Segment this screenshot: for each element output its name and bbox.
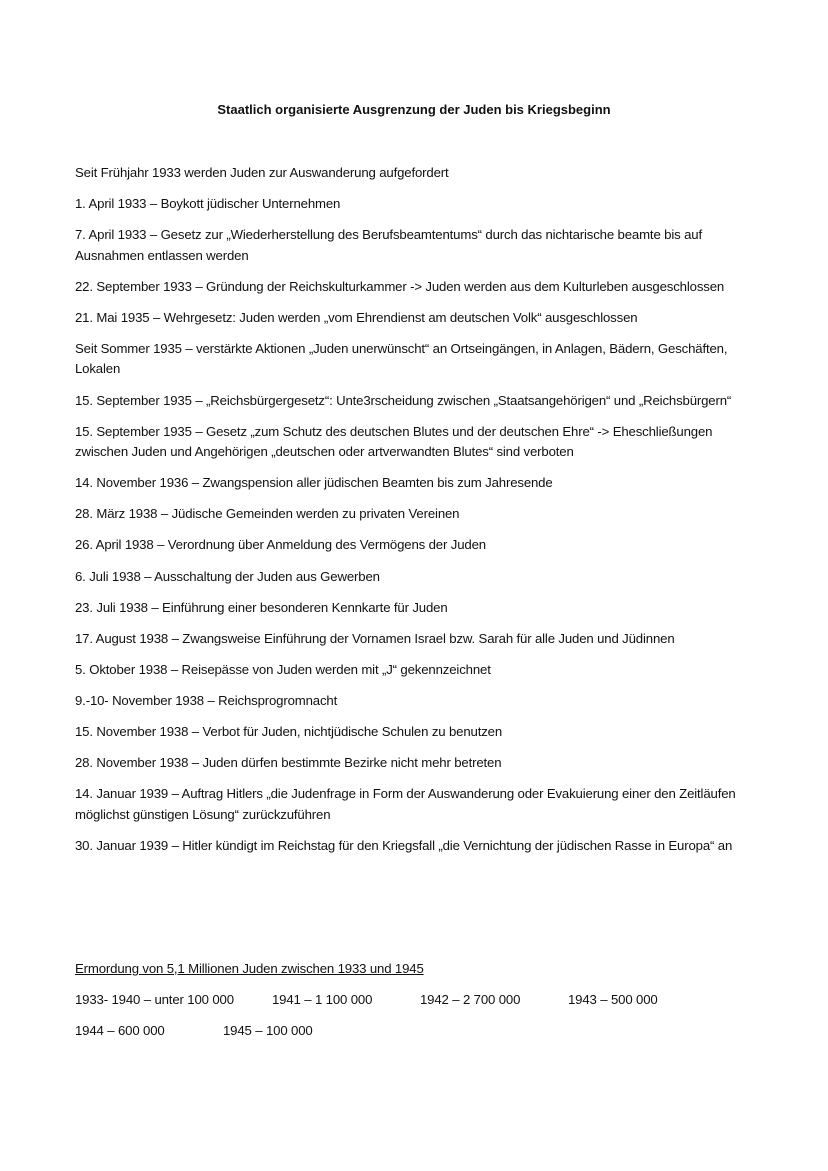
timeline-item: 9.-10- November 1938 – Reichsprogromnacht xyxy=(75,692,338,708)
stat-item: 1945 – 100 000 xyxy=(223,1023,313,1038)
timeline-item: Seit Sommer 1935 – verstärkte Aktionen „Juden unerwünscht“ an Ortseingängen, in Anlagen, Bädern, Geschäften, Lokalen xyxy=(75,340,728,377)
timeline-item: 21. Mai 1935 – Wehrgesetz: Juden werden „vom Ehrendienst am deutschen Volk“ ausgeschlossen xyxy=(75,309,638,325)
timeline-item: 14. November 1936 – Zwangspension aller jüdischen Beamten bis zum Jahresende xyxy=(75,475,553,491)
timeline-item: Seit Frühjahr 1933 werden Juden zur Auswanderung aufgefordert xyxy=(75,165,449,180)
timeline-item: 7. April 1933 – Gesetz zur „Wiederherstellung des Berufsbeamtentums“ durch das nichtarische beamte bis auf Ausnahmen entlassen werden xyxy=(75,227,702,263)
timeline-item: 15. September 1935 – „Reichsbürgergesetz“: Unte3rscheidung zwischen „Staatsangehörigen“ und „Reichsbürgern“ xyxy=(75,392,732,408)
timeline-item: 28. November 1938 – Juden dürfen bestimmte Bezirke nicht mehr betreten xyxy=(75,755,502,771)
timeline-item: 30. Januar 1939 – Hitler kündigt im Reichstag für den Kriegsfall „die Vernichtung der jüdischen Rasse in Europa“ an xyxy=(75,837,733,853)
timeline-item: 26. April 1938 – Verordnung über Anmeldung des Vermögens der Juden xyxy=(75,537,486,553)
section-heading: Ermordung von 5,1 Millionen Juden zwischen 1933 und 1945 xyxy=(75,961,424,976)
timeline-item: 15. November 1938 – Verbot für Juden, nichtjüdische Schulen zu benutzen xyxy=(75,724,503,739)
timeline-item: 14. Januar 1939 – Auftrag Hitlers „die Judenfrage in Form der Auswanderung oder Evakuierung einer den Zeitläufen möglichst günstigen Lösung“ zurückzuführen xyxy=(75,786,736,822)
document-title: Staatlich organisierte Ausgrenzung der Juden bis Kriegsbeginn xyxy=(217,102,611,117)
timeline-item: 6. Juli 1938 – Ausschaltung der Juden aus Gewerben xyxy=(75,568,380,584)
stat-item: 1944 – 600 000 xyxy=(75,1023,165,1038)
timeline-list xyxy=(75,163,747,867)
stat-item: 1933- 1940 – unter 100 000 xyxy=(75,992,234,1007)
timeline-item: 22. September 1933 – Gründung der Reichskulturkammer -> Juden werden aus dem Kulturleben ausgeschlossen xyxy=(75,278,725,294)
stat-item: 1941 – 1 100 000 xyxy=(272,992,373,1007)
timeline-item: 23. Juli 1938 – Einführung einer besonderen Kennkarte für Juden xyxy=(75,599,448,615)
timeline-item: 17. August 1938 – Zwangsweise Einführung der Vornamen Israel bzw. Sarah für alle Juden und Jüdinnen xyxy=(75,630,675,646)
stat-item: 1943 – 500 000 xyxy=(568,992,658,1007)
timeline-item: 1. April 1933 – Boykott jüdischer Unternehmen xyxy=(75,196,341,212)
stat-item: 1942 – 2 700 000 xyxy=(420,992,521,1007)
timeline-item: 28. März 1938 – Jüdische Gemeinden werden zu privaten Vereinen xyxy=(75,506,460,522)
timeline-item: 5. Oktober 1938 – Reisepässe von Juden werden mit „J“ gekennzeichnet xyxy=(75,661,491,677)
timeline-item: 15. September 1935 – Gesetz „zum Schutz des deutschen Blutes und der deutschen Ehre“ -> Eheschließungen zwischen Juden und Angehörigen „deutschen oder artverwandten Blutes“ sind verboten xyxy=(75,423,713,460)
